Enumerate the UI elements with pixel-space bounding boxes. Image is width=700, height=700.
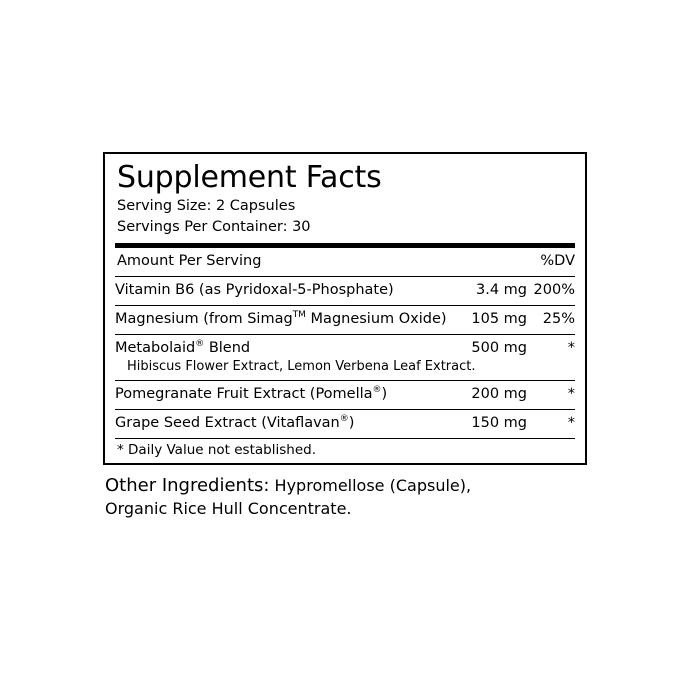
row-subtext: Hibiscus Flower Extract, Lemon Verbena Leaf Extract. [127, 358, 476, 374]
table-row [115, 409, 575, 437]
row-name [115, 381, 435, 410]
row-name-post: ) [348, 414, 355, 431]
table-row [115, 306, 575, 335]
daily-value-footnote: * Daily Value not established. [115, 438, 575, 462]
supplement-facts-panel [103, 152, 587, 519]
panel-title: Supplement Facts [117, 160, 382, 195]
servings-per-container: Servings Per Container: 30 [117, 219, 311, 236]
row-dv: 25% [527, 306, 575, 335]
row-amount: 105 mg [435, 306, 527, 335]
trademark-symbol: TM [292, 310, 306, 321]
table-row [115, 334, 575, 380]
table-row [115, 277, 575, 306]
row-name-post: Magnesium Oxide) [305, 311, 447, 328]
row-name [115, 409, 435, 437]
other-ingredients [103, 474, 587, 519]
registered-symbol: ® [195, 339, 205, 350]
row-name-pre: Metabolaid [115, 339, 196, 356]
row-name-pre: Magnesium (from Simag [115, 311, 293, 328]
registered-symbol: ® [372, 385, 382, 396]
nutrition-table [115, 248, 575, 437]
row-dv: * [527, 409, 575, 437]
other-ingredients-line1: Hypromellose (Capsule), [269, 476, 472, 496]
row-amount: 200 mg [435, 381, 527, 410]
header-amount-per-serving: Amount Per Serving [117, 253, 262, 270]
header-daily-value: %DV [540, 253, 575, 270]
row-name-post: Blend [204, 339, 251, 356]
row-amount: 500 mg [435, 334, 527, 380]
serving-size: Serving Size: 2 Capsules [117, 198, 296, 215]
row-dv: * [527, 381, 575, 410]
row-name: Vitamin B6 (as Pyridoxal-5-Phosphate) [115, 277, 435, 306]
other-ingredients-label: Other Ingredients: [105, 475, 270, 497]
other-ingredients-line2: Organic Rice Hull Concentrate. [105, 499, 352, 519]
row-dv: 200% [527, 277, 575, 306]
header-amount-spacer [435, 248, 527, 276]
row-dv: * [527, 334, 575, 380]
row-name-post: ) [381, 386, 388, 403]
row-name-pre: Pomegranate Fruit Extract (Pomella [115, 386, 373, 403]
row-name [115, 306, 447, 335]
row-name [115, 334, 476, 380]
registered-symbol: ® [339, 414, 349, 425]
row-amount: 150 mg [435, 409, 527, 437]
row-name-pre: Grape Seed Extract (Vitaflavan [115, 414, 340, 431]
table-row [115, 381, 575, 410]
supplement-facts-box [103, 152, 587, 465]
row-amount: 3.4 mg [435, 277, 527, 306]
table-header-row [115, 248, 575, 276]
